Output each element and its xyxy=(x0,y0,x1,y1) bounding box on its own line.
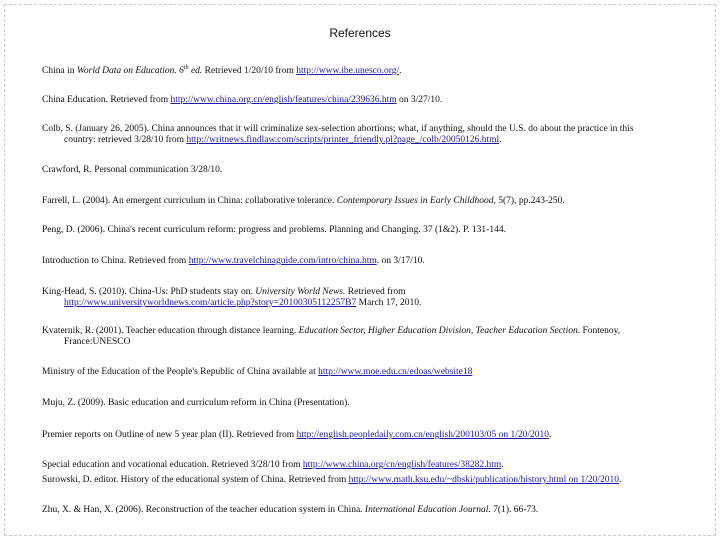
reference-12: Premier reports on Outline of new 5 year plan (II). Retrieved from http://english.peopledaily.com.cn/english/200103/05 on 1/20/2010. xyxy=(42,430,552,440)
reference-link[interactable]: http://www.travelchinaguide.com/intro/china.htm xyxy=(188,256,377,266)
reference-2: China Education. Retrieved from http://www.china.org.cn/english/features/china/239636.htm on 3/27/10. xyxy=(42,95,443,105)
slide-frame xyxy=(4,4,716,536)
reference-link[interactable]: http://www.math.ksu.edu/~dbski/publication/history.html on 1/20/2010 xyxy=(348,475,620,485)
reference-11: Muju, Z. (2009). Basic education and curriculum reform in China (Presentation). xyxy=(42,398,350,408)
reference-link[interactable]: http://www.ibe.unesco.org/ xyxy=(296,66,400,77)
reference-8: King-Head, S. (2010). China-Us: PhD students stay on. University World News. Retrieved from http://www.universityworldnews.com/article.php?story=20100305112257B7 March 17, 2010. xyxy=(42,287,422,308)
reference-5: Farrell, L. (2004). An emergent curriculum in China: collaborative tolerance. Contemporary Issues in Early Childhood, 5(7), pp.243-250. xyxy=(42,196,565,206)
reference-13: Special education and vocational education. Retrieved 3/28/10 from http://www.china.org/cn/english/features/38282.htm. xyxy=(42,460,504,470)
reference-link[interactable]: http://www.china.org.cn/english/features/china/239636.htm xyxy=(170,95,397,105)
reference-6: Peng, D. (2006). China's recent curriculum reform: progress and problems. Planning and Changing. 37 (1&2). P. 131-144. xyxy=(42,225,506,235)
page-title: References xyxy=(329,26,391,40)
reference-link[interactable]: http://writnews.findlaw.com/scripts/printer_friendly.pl?page_/colb/20050126.html xyxy=(186,135,500,145)
reference-3: Colb, S. (January 26, 2005). China announces that it will criminalize sex-selection abortions; what, if anything, should the U.S. do about the practice in this country: retrieved 3/28/10 from http://writnews.findlaw.com/scripts/printer_friendly.pl?page_/colb/20050126.html. xyxy=(42,124,634,145)
reference-1: China in World Data on Education. 6th ed. Retrieved 1/20/10 from http://www.ibe.unesco.org/. xyxy=(42,65,402,77)
reference-4: Crawford, R. Personal communication 3/28/10. xyxy=(42,165,223,175)
reference-link[interactable]: http://www.universityworldnews.com/article.php?story=20100305112257B7 xyxy=(64,298,357,308)
reference-link[interactable]: http://www.moe.edu.cn/edoas/website18 xyxy=(318,367,473,377)
reference-link[interactable]: http://www.china.org/cn/english/features/38282.htm xyxy=(302,460,502,470)
reference-15: Zhu, X. & Han, X. (2006). Reconstruction of the teacher education system in China. International Education Journal. 7(1). 66-73. xyxy=(42,505,539,515)
reference-link[interactable]: http://english.peopledaily.com.cn/english/200103/05 on 1/20/2010 xyxy=(296,430,550,440)
reference-9: Kvaternik, R. (2001). Teacher education through distance learning. Education Sector, Higher Education Division, Teacher Education Section. Fontenoy, France:UNESCO xyxy=(42,326,621,347)
reference-7: Introduction to China. Retrieved from http://www.travelchinaguide.com/intro/china.htm. on 3/17/10. xyxy=(42,256,425,266)
reference-14: Surowski, D. editor. History of the educational system of China. Retrieved from http://www.math.ksu.edu/~dbski/publication/history.html on 1/20/2010. xyxy=(42,475,622,485)
reference-10: Ministry of the Education of the People's Republic of China available at http://www.moe.edu.cn/edoas/website18 xyxy=(42,367,473,377)
